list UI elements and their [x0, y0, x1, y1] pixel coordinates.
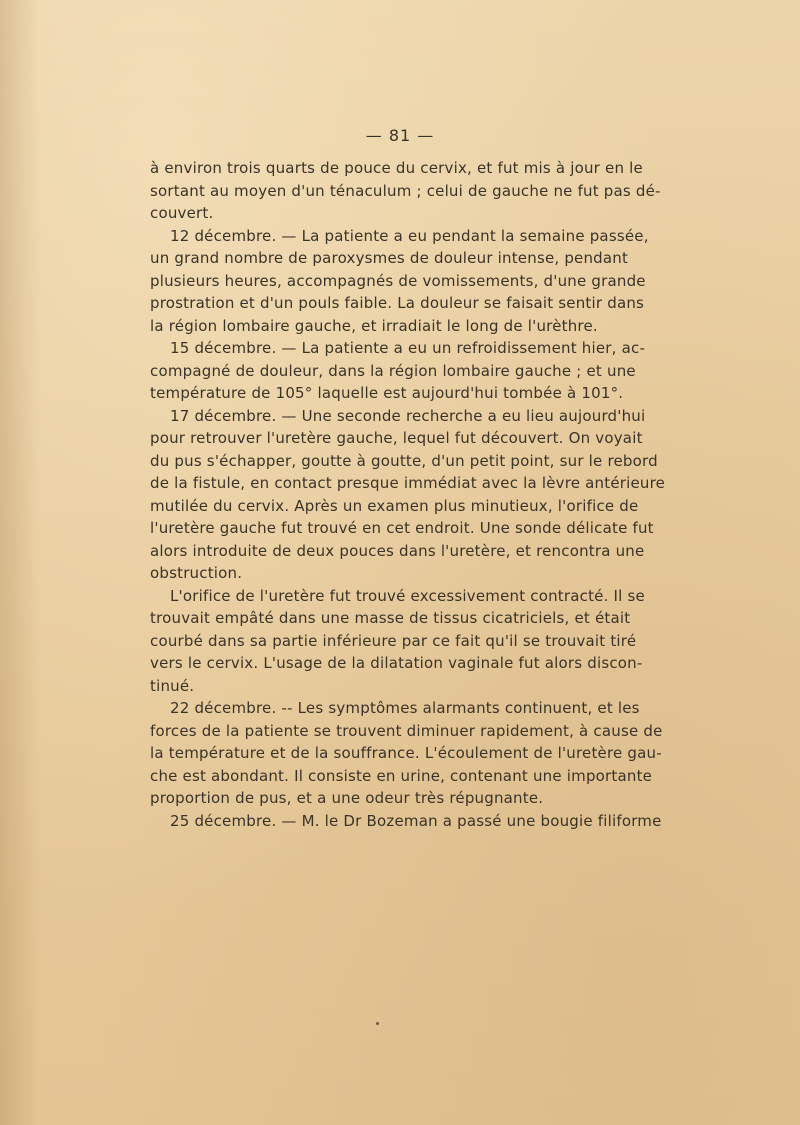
text-line: mutilée du cervix. Après un examen plus minutieux, l'orifice de [150, 496, 639, 515]
text-line: 22 décembre. -- Les symptômes alarmants continuent, et les [170, 699, 640, 717]
text-line: un grand nombre de paroxysmes de douleur intense, pendant [150, 249, 629, 267]
text-line: tinué. [150, 676, 195, 695]
text-line: la région lombaire gauche, et irradiait le long de l'urèthre. [150, 316, 598, 335]
page-edge-shadow [0, 0, 40, 1125]
text-line: couvert. [150, 204, 214, 222]
text-line: à environ trois quarts de pouce du cervix, et fut mis à jour en le [150, 159, 643, 177]
text-line: la température et de la souffrance. L'écoulement de l'uretère gau- [150, 744, 662, 762]
text-line: de la fistule, en contact presque immédiat avec la lèvre antérieure [150, 474, 666, 492]
text-line: du pus s'échapper, goutte à goutte, d'un petit point, sur le rebord [150, 451, 658, 470]
text-line: sortant au moyen d'un ténaculum ; celui de gauche ne fut pas dé- [150, 181, 661, 200]
text-line: température de 105° laquelle est aujourd'hui tombée à 101°. [150, 384, 624, 402]
text-line: l'uretère gauche fut trouvé en cet endroit. Une sonde délicate fut [150, 519, 654, 537]
ink-spot [376, 1022, 379, 1025]
text-line: vers le cervix. L'usage de la dilatation vaginale fut alors discon- [150, 654, 643, 672]
text-line: alors introduite de deux pouces dans l'uretère, et rencontra une [150, 541, 645, 560]
text-line: compagné de douleur, dans la région lombaire gauche ; et une [150, 361, 636, 380]
text-line: plusieurs heures, accompagnés de vomissements, d'une grande [150, 271, 646, 290]
text-line: 12 décembre. — La patiente a eu pendant la semaine passée, [170, 226, 649, 245]
body-text [150, 157, 666, 832]
text-line: che est abondant. Il consiste en urine, contenant une importante [150, 766, 653, 785]
text-line: 15 décembre. — La patiente a eu un refroidissement hier, ac- [170, 339, 646, 357]
text-line: 25 décembre. — M. le Dr Bozeman a passé une bougie filiforme [170, 811, 662, 830]
text-line: prostration et d'un pouls faible. La douleur se faisait sentir dans [150, 294, 645, 312]
page-number: — 81 — [365, 126, 435, 145]
text-line: obstruction. [150, 564, 243, 582]
text-line: 17 décembre. — Une seconde recherche a eu lieu aujourd'hui [170, 406, 646, 425]
text-line: L'orifice de l'uretère fut trouvé excessivement contracté. Il se [170, 586, 645, 605]
text-line: courbé dans sa partie inférieure par ce fait qu'il se trouvait tiré [150, 631, 637, 650]
text-line: proportion de pus, et a une odeur très répugnante. [150, 789, 544, 807]
text-line: forces de la patiente se trouvent diminuer rapidement, à cause de [150, 721, 663, 740]
text-line: pour retrouver l'uretère gauche, lequel fut découvert. On voyait [150, 429, 643, 447]
text-line: trouvait empâté dans une masse de tissus cicatriciels, et était [150, 609, 631, 627]
